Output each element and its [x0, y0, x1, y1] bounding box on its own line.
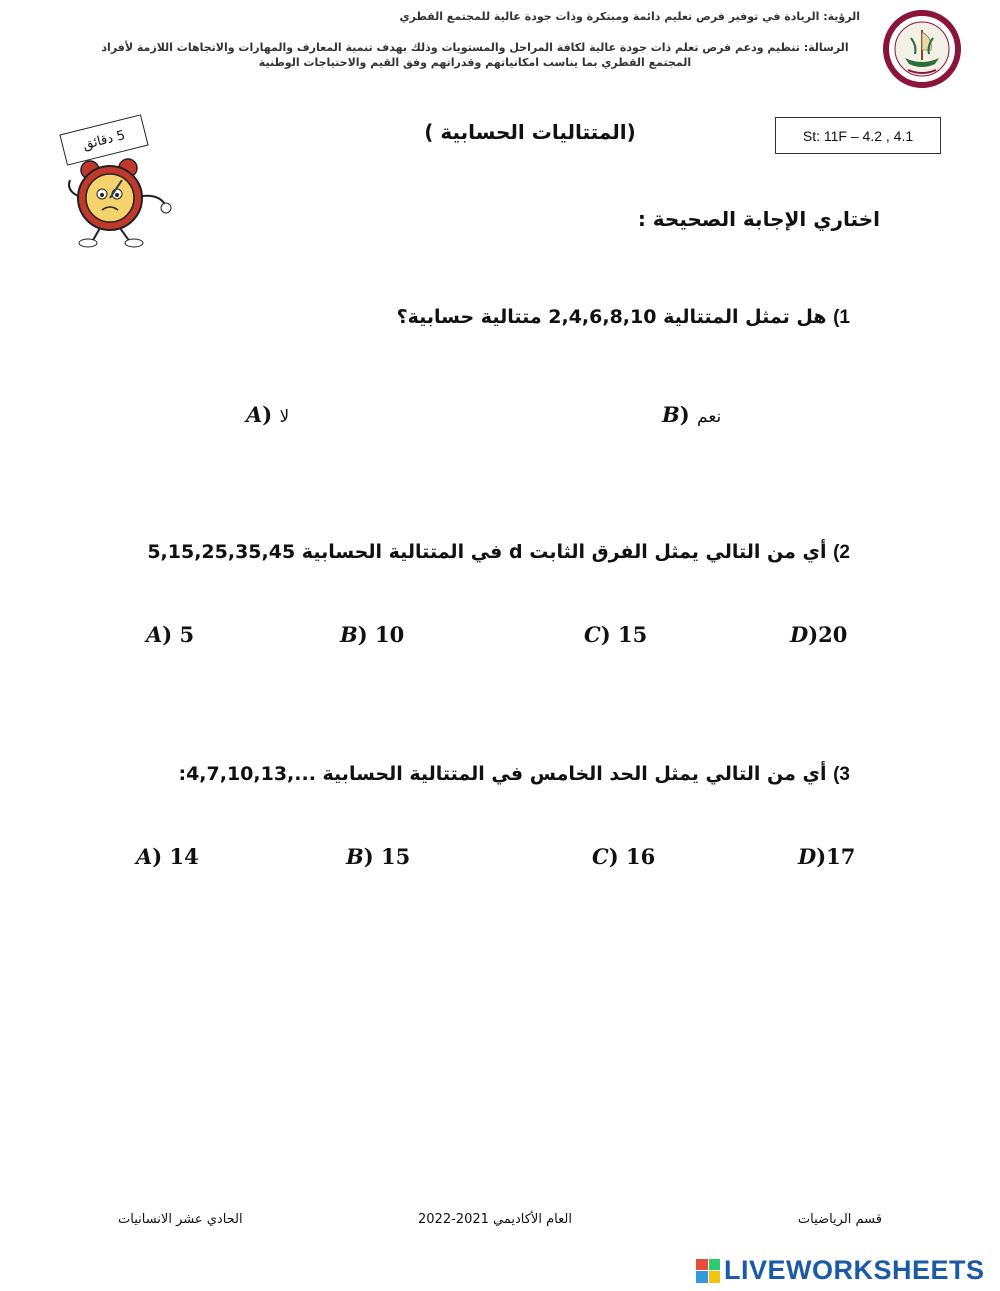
option-value: لا: [279, 407, 290, 427]
option-letter: A: [146, 622, 163, 647]
option-value: 5: [179, 622, 195, 647]
timer-label: 5 دقائق: [59, 114, 148, 165]
question-number: 3): [833, 764, 850, 785]
option-letter: C: [584, 622, 601, 647]
page-title: (المتتاليات الحسابية ): [424, 120, 636, 144]
question-1: [397, 306, 850, 329]
option-value: 14: [169, 844, 199, 869]
option-a[interactable]: A) لا: [246, 402, 290, 427]
instruction-text: اختاري الإجابة الصحيحة :: [637, 207, 880, 231]
option-letter: A: [136, 844, 153, 869]
option-value: 16: [625, 844, 656, 869]
option-b[interactable]: B) نعم: [662, 402, 722, 427]
alarm-clock-icon: [62, 150, 182, 250]
option-letter: A: [246, 402, 263, 427]
option-value: 10: [375, 622, 405, 647]
option-b[interactable]: B) 10: [340, 622, 405, 647]
option-value: 15: [617, 622, 648, 647]
option-d[interactable]: D)20: [790, 622, 848, 647]
brand-name: LIVEWORKSHEETS: [724, 1255, 985, 1285]
mission-statement: الرسالة: تنظيم ودعم فرص تعلم ذات جودة عالية لكافة المراحل والمستويات وذلك بهدف تنمية المعارف والمهارات والاتجاهات اللازمة لأفراد المجتمع القطري بما يناسب امكانياتهم وقدراتهم وفق القيم والاحتياجات الوطنية: [101, 41, 849, 69]
vision-statement: الرؤية: الريادة في توفير فرص تعليم دائمة ومبتكرة وذات جودة عالية للمجتمع القطري: [399, 10, 860, 23]
question-text: أي من التالي يمثل الحد الخامس في المتتالية الحسابية ...,4,7,10,13:: [178, 763, 827, 785]
liveworksheets-logo-icon: [696, 1259, 720, 1283]
option-b[interactable]: B) 15: [346, 844, 411, 869]
option-a[interactable]: A) 5: [146, 622, 195, 647]
qatar-ministry-logo: [875, 8, 970, 90]
option-value: 17: [826, 844, 856, 869]
option-a[interactable]: A) 14: [136, 844, 199, 869]
footer-department: قسم الرياضيات: [797, 1212, 882, 1227]
option-c[interactable]: C) 16: [592, 844, 656, 869]
option-value: نعم: [697, 407, 722, 427]
question-number: 2): [833, 542, 850, 563]
option-value: 15: [381, 844, 411, 869]
option-letter: D: [798, 844, 817, 869]
question-text: هل تمثل المتتالية 2,4,6,8,10 متتالية حسابية؟: [396, 306, 827, 328]
option-c[interactable]: C) 15: [584, 622, 648, 647]
footer-academic-year: العام الأكاديمي 2021-2022: [418, 1212, 572, 1227]
footer-grade: الحادي عشر الانسانيات: [118, 1212, 243, 1227]
option-letter: B: [346, 844, 364, 869]
question-3: [178, 763, 850, 786]
option-value: 20: [818, 622, 848, 647]
option-letter: B: [662, 402, 680, 427]
question-number: 1): [833, 307, 850, 328]
liveworksheets-brand: [696, 1255, 985, 1286]
option-letter: D: [790, 622, 809, 647]
standard-box: St: 11F – 4.2 , 4.1: [775, 117, 941, 154]
question-text: أي من التالي يمثل الفرق الثابت d في المتتالية الحسابية 5,15,25,35,45: [147, 541, 827, 563]
option-letter: B: [340, 622, 358, 647]
question-2: [147, 541, 850, 564]
option-d[interactable]: D)17: [798, 844, 856, 869]
option-letter: C: [592, 844, 609, 869]
